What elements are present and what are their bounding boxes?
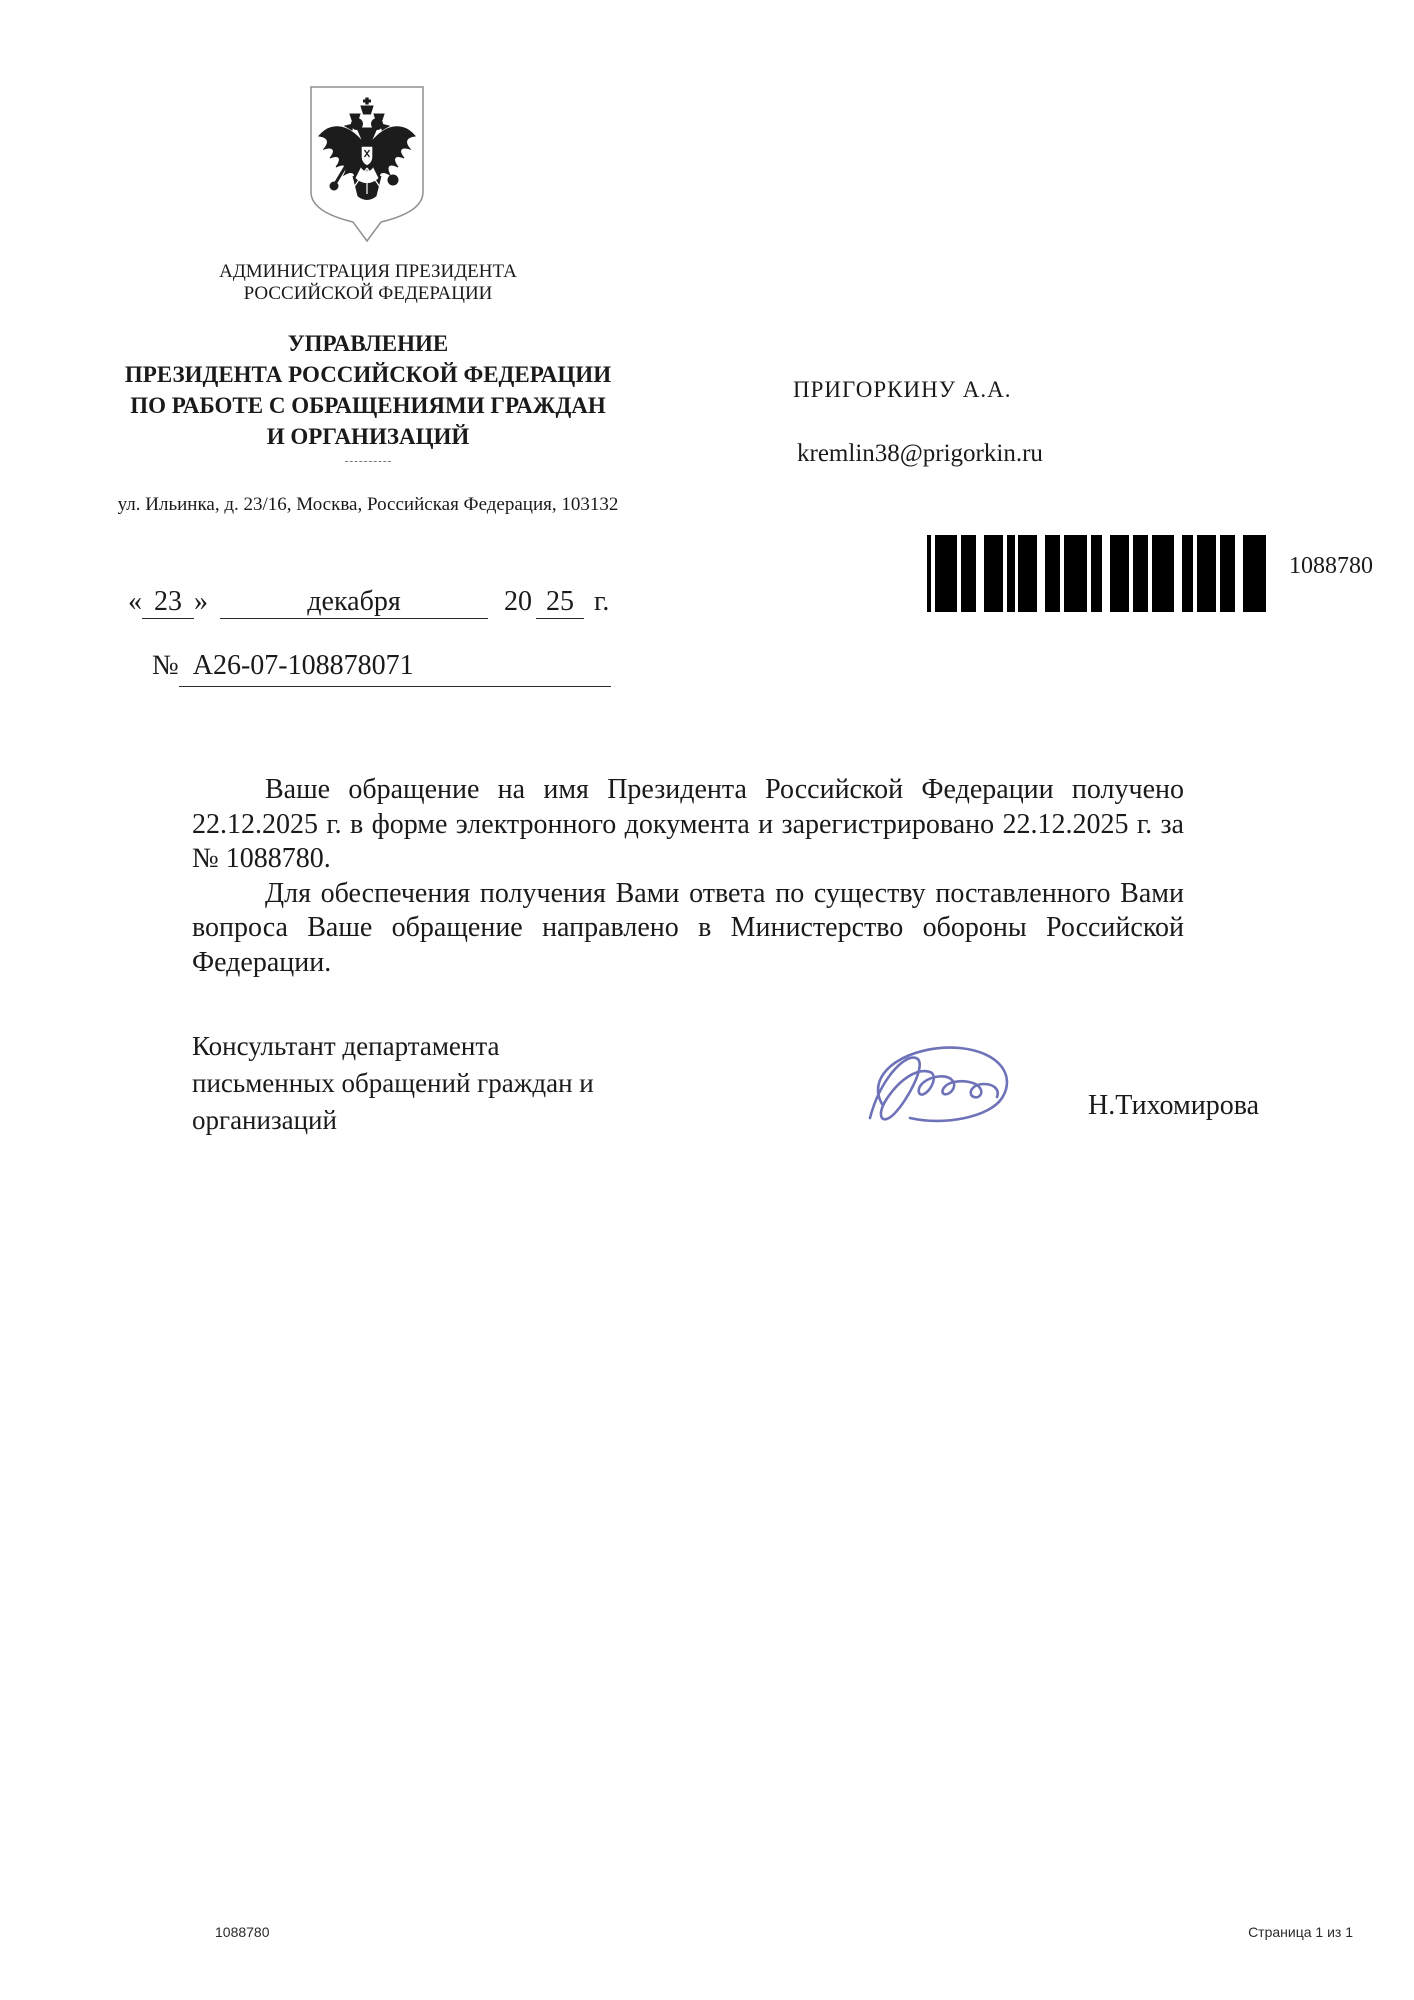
letterhead-dept-line4: И ОРГАНИЗАЦИЙ xyxy=(266,424,470,449)
date-quote-close: » xyxy=(194,586,208,617)
barcode-bar xyxy=(1045,535,1060,612)
barcode-bar xyxy=(1182,535,1193,612)
barcode-bar xyxy=(1220,535,1235,612)
barcode-bar xyxy=(961,535,976,612)
barcode xyxy=(927,535,1270,612)
barcode-bar xyxy=(935,535,958,612)
barcode-bar xyxy=(1133,535,1148,612)
barcode-bar xyxy=(1007,535,1015,612)
barcode-gap xyxy=(1266,535,1270,612)
letterhead-administration xyxy=(103,261,633,305)
document-number-line xyxy=(152,650,611,687)
barcode-bar xyxy=(1197,535,1216,612)
signer-name: Н.Тихомирова xyxy=(1088,1090,1259,1121)
barcode-gap xyxy=(1037,535,1045,612)
letterhead-admin-line2: РОССИЙСКОЙ ФЕДЕРАЦИИ xyxy=(243,283,493,304)
barcode-gap xyxy=(1235,535,1243,612)
letterhead-department xyxy=(103,328,633,452)
barcode-gap xyxy=(976,535,984,612)
date-month: декабря xyxy=(220,586,488,619)
letter-body xyxy=(192,773,1184,980)
document-number-label: № xyxy=(152,650,179,681)
handwritten-signature xyxy=(852,1038,1022,1138)
letterhead-dept-line3: ПО РАБОТЕ С ОБРАЩЕНИЯМИ ГРАЖДАН xyxy=(130,393,606,418)
letterhead-divider xyxy=(345,461,391,462)
footer-page-info: Страница 1 из 1 xyxy=(1248,1924,1353,1940)
recipient-name: ПРИГОРКИНУ А.А. xyxy=(793,377,1012,402)
letterhead-dept-line1: УПРАВЛЕНИЕ xyxy=(287,331,449,356)
date-quote-open: « xyxy=(128,586,142,617)
coat-of-arms-icon xyxy=(303,84,431,249)
barcode-gap xyxy=(1174,535,1182,612)
body-paragraph-2: Для обеспечения получения Вами ответа по существу поставленного Вами вопроса Ваше обращение направлено в Министерство обороны Российской Федерации. xyxy=(192,877,1184,978)
body-paragraph-1: Ваше обращение на имя Президента Российской Федерации получено 22.12.2025 г. в форме электронного документа и зарегистрировано 22.12.2025 г. за № 1088780. xyxy=(192,774,1184,874)
barcode-number: 1088780 xyxy=(1289,553,1373,579)
footer-doc-id: 1088780 xyxy=(215,1924,270,1940)
barcode-bar xyxy=(1110,535,1129,612)
barcode-gap xyxy=(1102,535,1110,612)
letterhead-dept-line2: ПРЕЗИДЕНТА РОССИЙСКОЙ ФЕДЕРАЦИИ xyxy=(124,362,612,387)
barcode-bar xyxy=(1091,535,1102,612)
barcode-bar xyxy=(1018,535,1037,612)
date-line xyxy=(128,586,609,619)
date-century: 20 xyxy=(504,586,532,617)
document-number-value: А26-07-108878071 xyxy=(179,650,611,687)
barcode-bar xyxy=(1152,535,1175,612)
date-year-suffix: г. xyxy=(594,586,610,617)
barcode-bar xyxy=(1243,535,1266,612)
letterhead-admin-line1: АДМИНИСТРАЦИЯ ПРЕЗИДЕНТА xyxy=(219,261,517,282)
recipient-email: kremlin38@prigorkin.ru xyxy=(797,440,1043,467)
signer-title: Консультант департамента письменных обращений граждан и организаций xyxy=(192,1031,594,1135)
letterhead-address: ул. Ильинка, д. 23/16, Москва, Российская Федерация, 103132 xyxy=(117,494,619,515)
barcode-bar xyxy=(984,535,1003,612)
date-day: 23 xyxy=(142,586,194,619)
barcode-bar xyxy=(1064,535,1087,612)
date-year: 25 xyxy=(536,586,584,619)
